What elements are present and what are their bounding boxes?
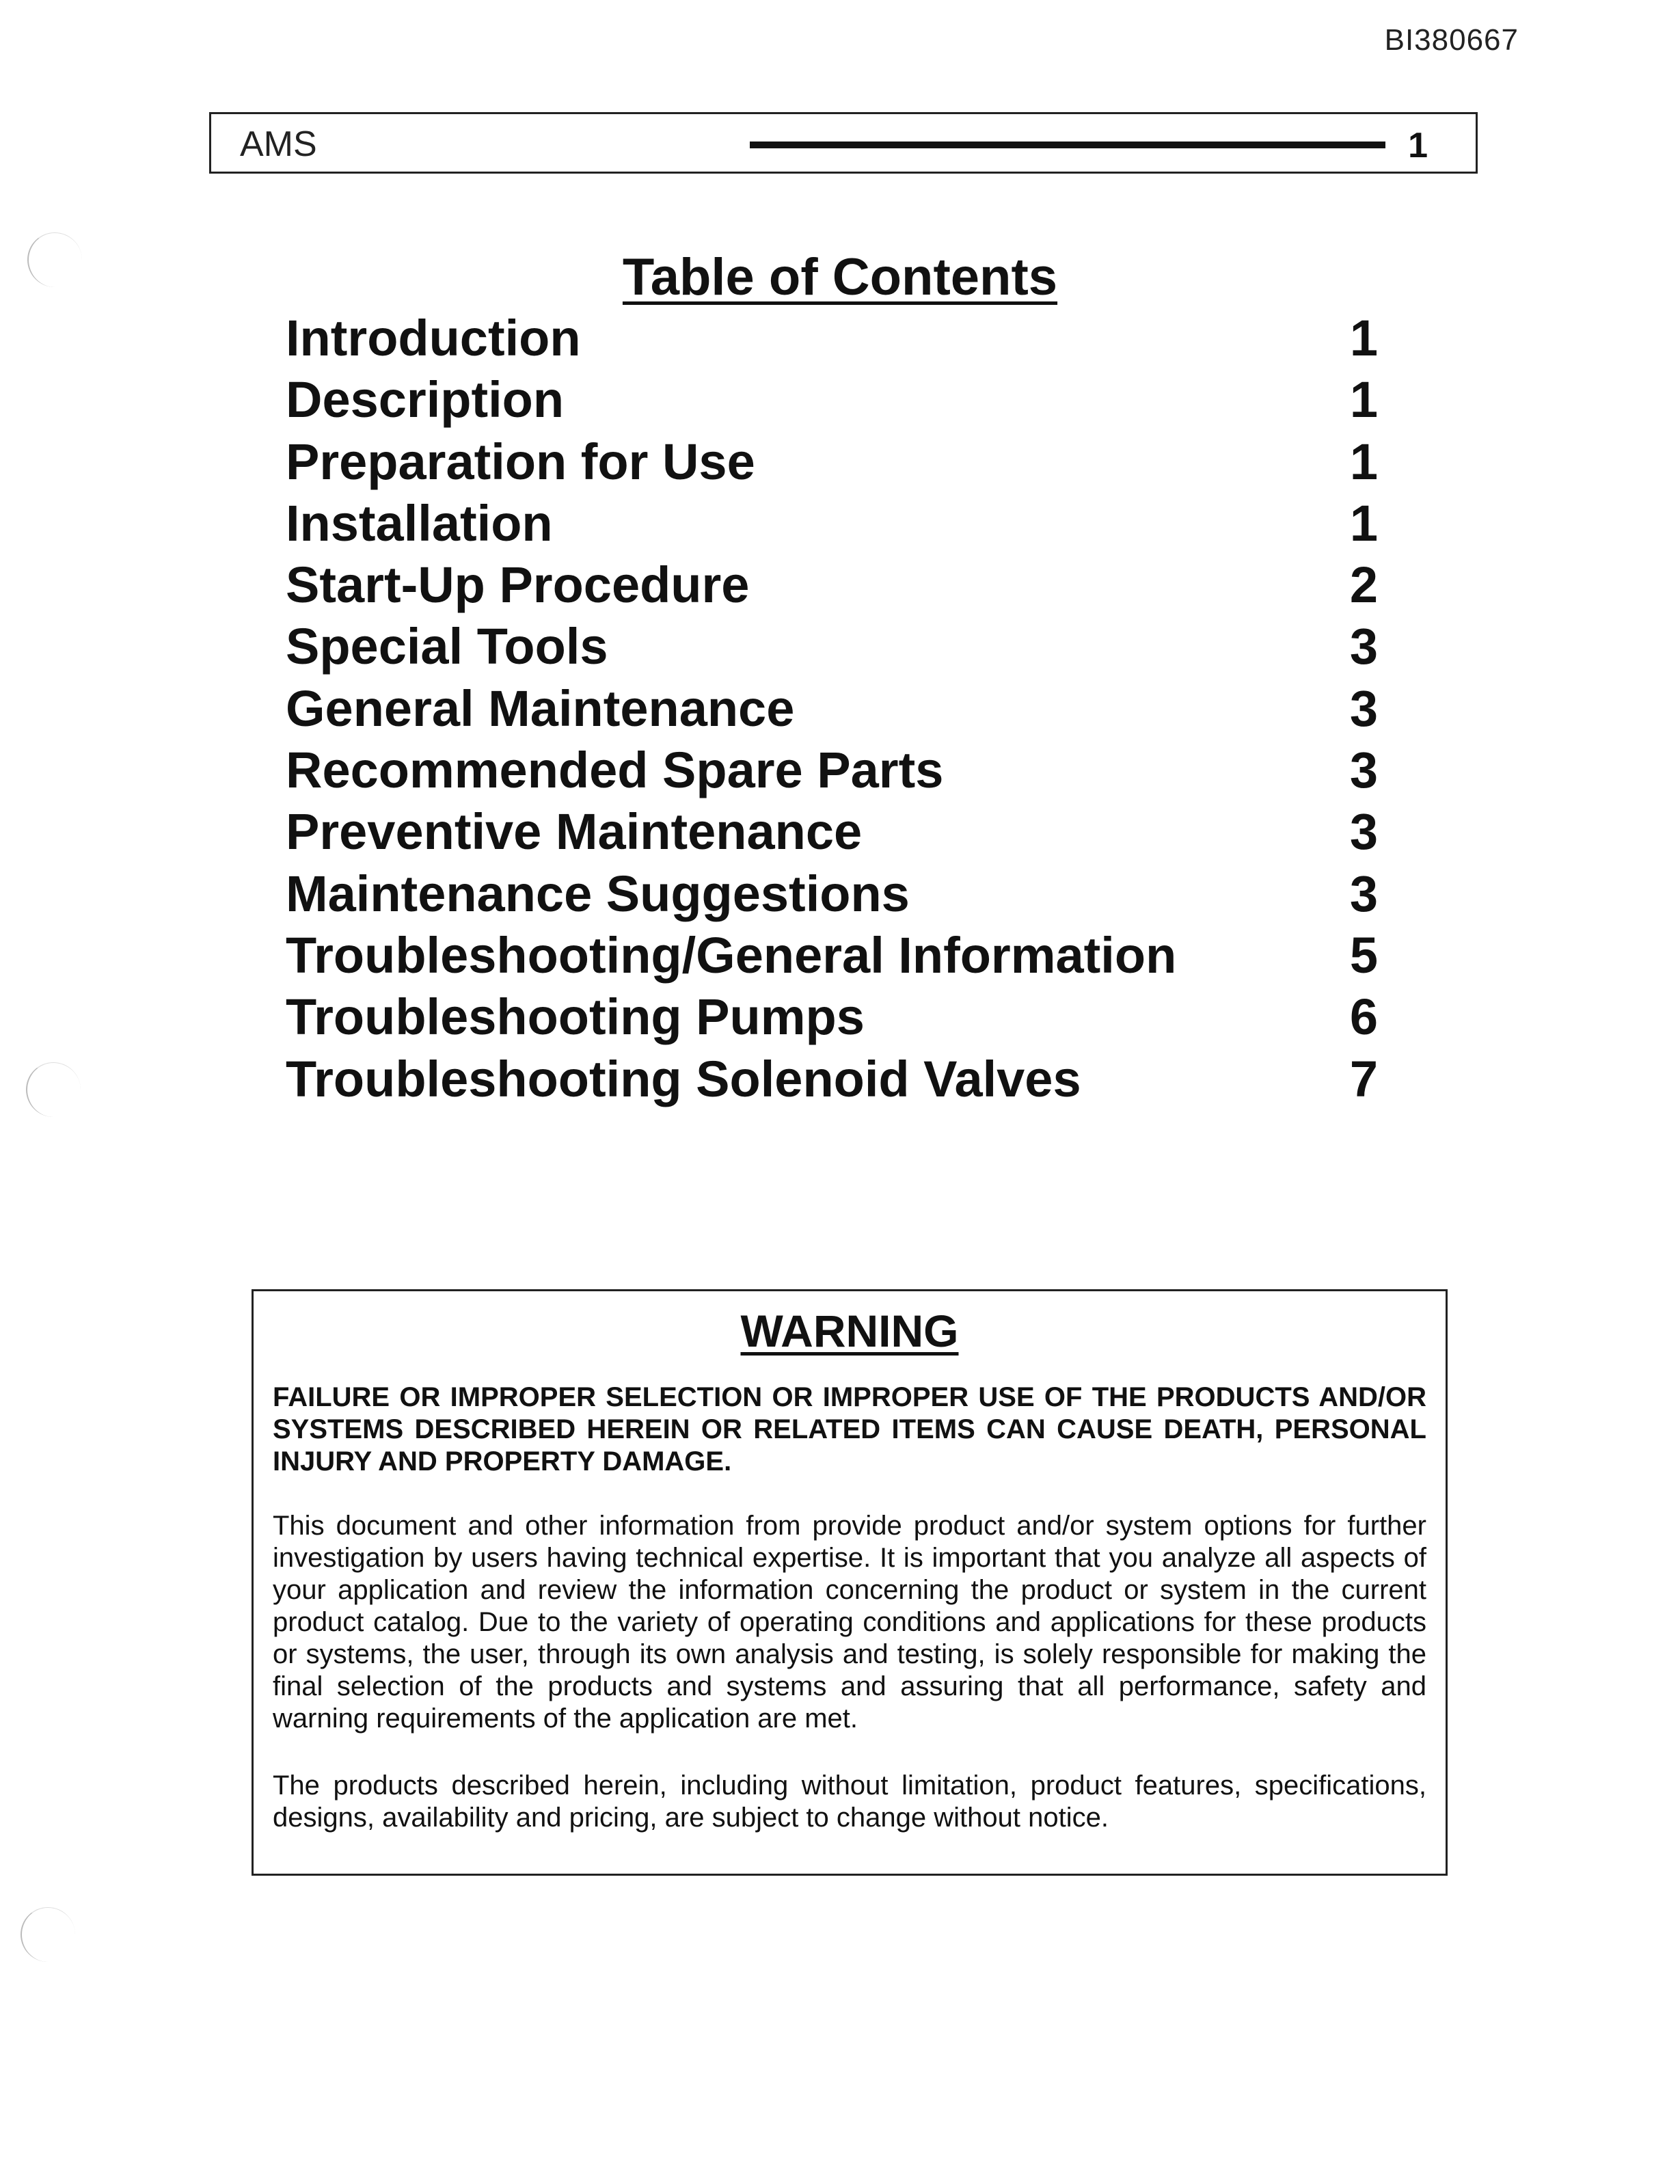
toc-entry <box>286 986 1379 1048</box>
toc-entry <box>286 369 1379 431</box>
toc-entry <box>286 925 1379 986</box>
toc-entry <box>286 616 1379 677</box>
toc-entry-label: General Maintenance <box>286 679 795 737</box>
toc-entry-page: 1 <box>1349 494 1378 552</box>
toc-entry-label: Preventive Maintenance <box>286 803 863 861</box>
toc-title: Table of Contents <box>622 248 1058 306</box>
toc-entry-page: 6 <box>1349 988 1378 1046</box>
punch-hole-middle <box>26 1062 81 1117</box>
toc-entry <box>286 554 1379 616</box>
header-title: AMS <box>240 124 317 164</box>
toc-entry <box>286 863 1379 925</box>
toc-entry-page: 3 <box>1349 803 1378 861</box>
toc-entry-label: Troubleshooting Pumps <box>286 988 865 1046</box>
warning-box <box>252 1289 1448 1876</box>
toc-entry-page: 1 <box>1349 310 1378 366</box>
toc-entry-page: 1 <box>1349 371 1378 429</box>
toc-entry <box>286 801 1379 863</box>
toc-entry-page: 3 <box>1349 679 1378 737</box>
toc-entry <box>286 678 1379 740</box>
toc-entry <box>286 1049 1379 1110</box>
toc-entry-label: Description <box>286 371 565 429</box>
toc-entry-label: Special Tools <box>286 618 608 675</box>
warning-caps-text: FAILURE OR IMPROPER SELECTION OR IMPROPER USE OF THE PRODUCTS AND/OR SYSTEMS DESCRIBED HEREIN OR RELATED ITEMS CAN CAUSE DEATH, PERSONAL INJURY AND PROPERTY DAMAGE. <box>273 1382 1426 1477</box>
toc-entry <box>286 308 1379 369</box>
toc-entry-label: Troubleshooting/General Information <box>286 926 1177 984</box>
toc-entry-page: 5 <box>1349 926 1378 984</box>
toc-entry-page: 2 <box>1349 556 1378 614</box>
toc-entry-label: Start-Up Procedure <box>286 556 750 614</box>
toc-entry-page: 3 <box>1349 618 1378 675</box>
toc-list <box>286 308 1379 1110</box>
toc-entry-label: Recommended Spare Parts <box>286 742 944 799</box>
toc-entry-label: Preparation for Use <box>286 433 755 490</box>
punch-hole-bottom <box>21 1907 75 1962</box>
toc-entry <box>286 431 1379 493</box>
toc-entry-page: 1 <box>1349 433 1378 490</box>
warning-title: WARNING <box>740 1306 959 1356</box>
toc-entry <box>286 493 1379 554</box>
warning-paragraph: This document and other information from provide product and/or system options for further investigation by users having technical expertise. It is important that you analyze all aspects of your application and review the information concerning the product or system in the current product catalog. Due to the variety of operating conditions and applications for these products or systems, the user, through its own analysis and testing, is solely responsible for making the final selection of the products and systems and assuring that all performance, safety and warning requirements of the application are met. <box>273 1511 1426 1734</box>
header-page-number: 1 <box>1408 126 1428 165</box>
warning-paragraph: The products described herein, including without limitation, product features, specifications, designs, availability and pricing, are subject to change without notice. <box>273 1770 1426 1833</box>
toc-entry-label: Installation <box>286 494 553 552</box>
document-id: BI380667 <box>1384 23 1519 57</box>
toc-entry-label: Introduction <box>286 310 581 366</box>
toc-entry-page: 3 <box>1349 742 1378 799</box>
toc-entry-label: Troubleshooting Solenoid Valves <box>286 1050 1081 1107</box>
toc-entry-label: Maintenance Suggestions <box>286 865 910 922</box>
header-rule <box>750 141 1385 148</box>
toc-entry <box>286 740 1379 801</box>
toc-entry-page: 3 <box>1349 865 1378 922</box>
toc-entry-page: 7 <box>1349 1050 1378 1107</box>
page-header <box>209 112 1478 174</box>
